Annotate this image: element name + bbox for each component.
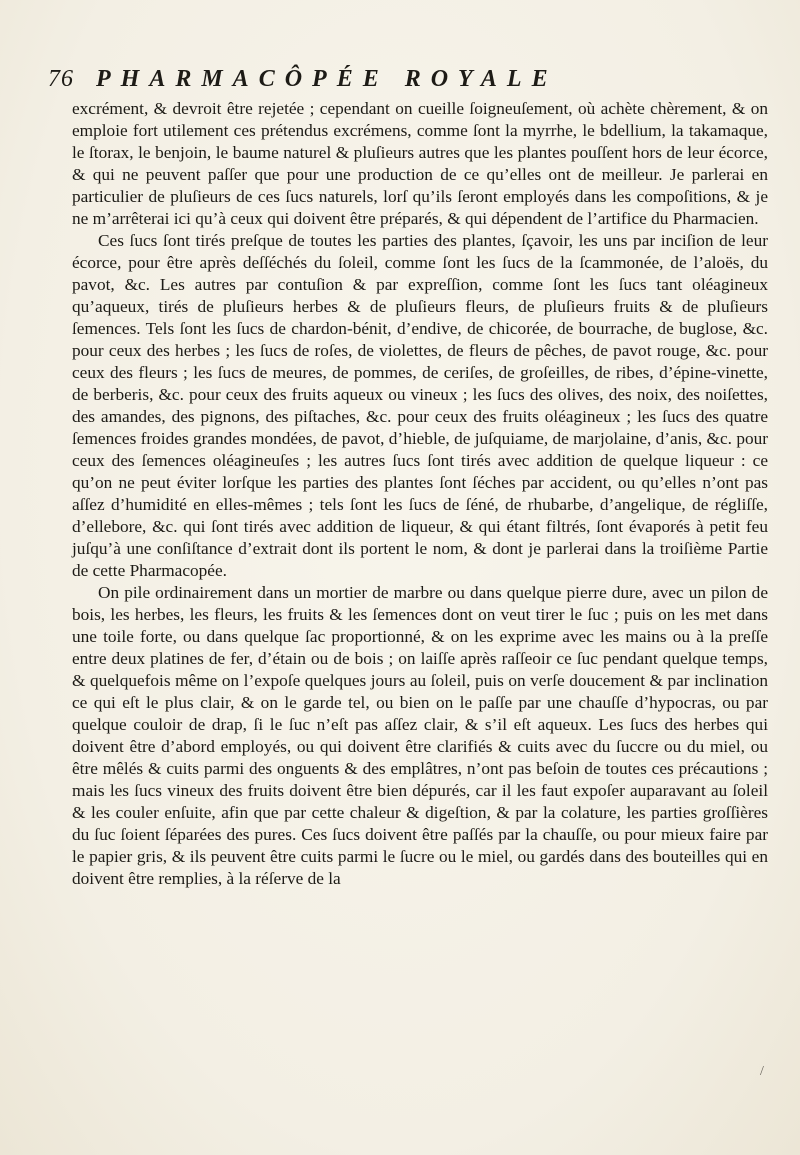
margin-mark: / <box>760 1064 764 1079</box>
running-head: PHARMACÔPÉE ROYALE <box>96 66 558 92</box>
page-header <box>48 66 758 96</box>
paragraph-3: On pile ordinairement dans un mortier de marbre ou dans quelque pierre dure, avec un pilon de bois, les herbes, les fleurs, les fruits & les ſemences dont on veut tirer le ſuc ; puis on les met dans une toile forte, ou dans quelque ſac proportionné, & on les exprime avec les mains ou à la preſſe entre deux platines de fer, d’étain ou de bois ; on laiſſe après raſſeoir ce ſuc pendant quelque temps, & quelquefois même on l’expoſe quelques jours au ſoleil, puis on verſe doucement & par inclination ce qui eſt le plus clair, & on le garde tel, ou bien on le paſſe par une chauſſe d’hypocras, ou par quelque couloir de drap, ſi le ſuc n’eſt pas aſſez clair, & s’il eſt aqueux. Les ſucs des herbes qui doivent être d’abord employés, ou qui doivent être clarifiés & cuits avec du ſuccre ou du miel, ou être mêlés & cuits parmi des onguents & des emplâtres, n’ont pas beſoin de toutes ces précautions ; mais les ſucs vineux des fruits doivent être bien dépurés, car il les faut expoſer auparavant au ſoleil & les couler enſuite, afin que par cette chaleur & digeſtion, & par la colature, les parties groſſières du ſuc ſoient ſéparées des pures. Ces ſucs doivent être paſſés par la chauſſe, ou pour mieux faire par le papier gris, & ils peuvent être cuits parmi le ſucre ou le miel, ou gardés dans des bouteilles qui en doivent être remplies, à la réſerve de la <box>72 583 768 888</box>
page-number: 76 <box>48 66 74 92</box>
paragraph-1: excrément, & devroit être rejetée ; cependant on cueille ſoigneuſement, où achète chèrement, & on emploie fort utilement ces prétendus excrémens, comme ſont la myrrhe, le bdellium, la takamaque, le ſtorax, le benjoin, le baume naturel & pluſieurs autres que les plantes pouſſent hors de leur écorce, & qui ne peuvent paſſer que pour une production de ce qu’elles ont de meilleur. Je parlerai en particulier de pluſieurs de ces ſucs naturels, lorſ qu’ils ſeront employés dans les compoſitions, & je ne m’arrêterai ici qu’à ceux qui doivent être préparés, & qui dépendent de l’artifice du Pharmacien. <box>72 99 768 228</box>
body-text <box>72 98 768 890</box>
paragraph-2: Ces ſucs ſont tirés preſque de toutes les parties des plantes, ſçavoir, les uns par inciſion de leur écorce, pour être après deſſéchés du ſoleil, comme ſont les ſucs de la ſcammonée, de l’aloës, du pavot, &c. Les autres par contuſion & par expreſſion, comme ſont les ſucs tant oléagineux qu’aqueux, tirés de pluſieurs herbes & de pluſieurs fleurs, de pluſieurs fruits & de pluſieurs ſemences. Tels ſont les ſucs de chardon-bénit, d’endive, de chicorée, de bourrache, de buglose, &c. pour ceux des herbes ; les ſucs de roſes, de violettes, de fleurs de pêches, de pavot rouge, &c. pour ceux des fleurs ; les ſucs de meures, de pommes, de ceriſes, de groſeilles, de ribes, d’épine-vinette, de berberis, &c. pour ceux des fruits aqueux ou vineux ; les ſucs des olives, des noix, des noiſettes, des amandes, des pignons, des piſtaches, &c. pour ceux des fruits oléagineux ; les ſucs des quatre ſemences froides grandes mondées, de pavot, d’hieble, de juſquiame, de marjolaine, d’anis, &c. pour ceux des ſemences oléagineuſes ; les autres ſucs ſont tirés avec addition de quelque liqueur : ce qu’on ne peut éviter lorſque les parties des plantes ſont ſéches par accident, ou qu’elles n’ont pas aſſez d’humidité en elles-mêmes ; tels ſont les ſucs de ſéné, de rhubarbe, d’angelique, de régliſſe, d’ellebore, &c. qui ſont tirés avec addition de liqueur, & qui étant filtrés, ſont évaporés à petit feu juſqu’à une conſiſtance d’extrait dont ils portent le nom, & dont je parlerai dans la troiſième Partie de cette Pharmacopée. <box>72 231 768 580</box>
